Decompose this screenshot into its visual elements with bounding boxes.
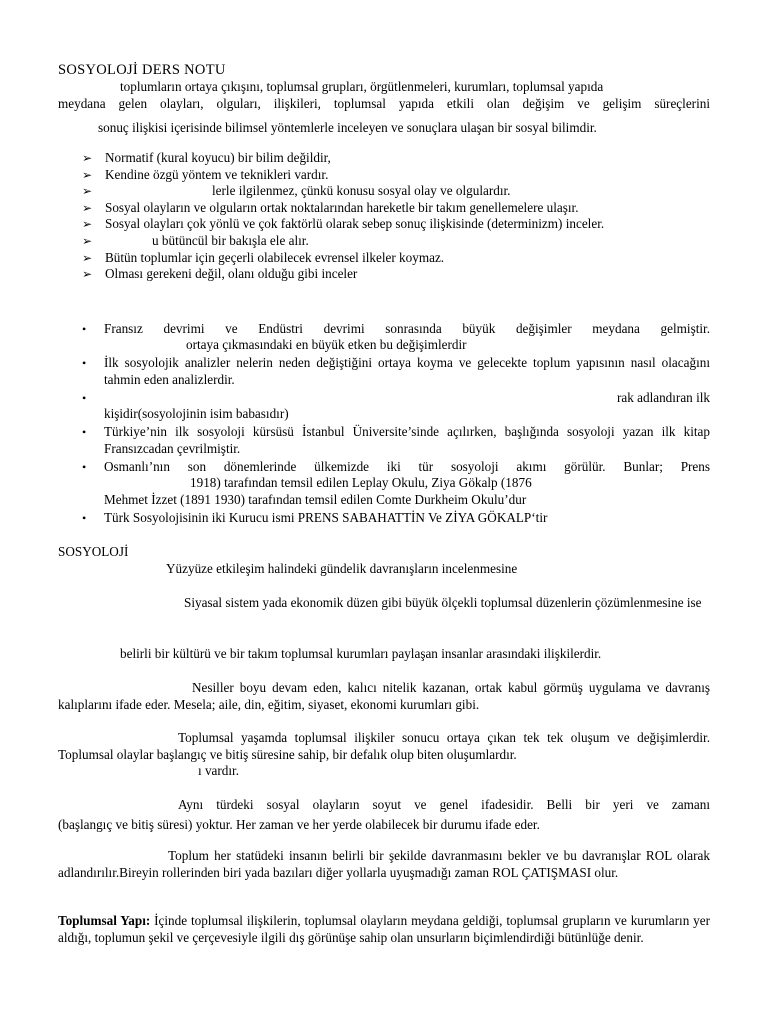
arrow-item: ➢ Olması gerekeni değil, olanı olduğu gibi inceler	[82, 266, 358, 282]
list-item-continuation: Mehmet İzzet (1891 1930) tarafından temsil edilen Comte Durkheim Okulu’dur	[104, 492, 527, 507]
list-item-continuation: kişidir(sosyolojinin isim babasıdır)	[104, 406, 289, 421]
arrow-bullet-icon: ➢	[82, 151, 93, 165]
list-item: • Türkiye’nin ilk sosyoloji kürsüsü İstanbul Üniversite’sinde açılırken, başlığında sosyoloji yazan ilk kitap Fransızcadan çevrilmiştir.	[82, 424, 710, 456]
institution-definition: Nesiller boyu devam eden, kalıcı nitelik kazanan, ortak kabul görmüş uygulama ve davranış kalıplarını ifade eder. Mesela; aile, din, eğitim, siyaset, ekonomi kurumları gibi.	[58, 680, 710, 712]
arrow-item: ➢ Bütün toplumlar için geçerli olabilecek evrensel ilkeler koymaz.	[82, 249, 445, 265]
arrow-item: ➢ Kendine özgü yöntem ve teknikleri vardır.	[82, 166, 329, 182]
intro-line-1: toplumların ortaya çıkışını, toplumsal grupları, örgütlenmeleri, kurumları, toplumsal yapıda	[120, 79, 604, 94]
list-item: • Fransız devrimi ve Endüstri devrimi sonrasında büyük değişimler meydana gelmiştir.	[82, 321, 710, 336]
intro-line-3: sonuç ilişkisi içerisinde bilimsel yöntemlerle inceleyen ve sonuçlara ulaşan bir sosyal bilimdir.	[98, 120, 597, 135]
social-structure-definition	[58, 913, 710, 946]
arrow-item: ➢ Sosyal olayların ve olguların ortak noktalarından hareketle bir takım genellemelere ulaşır.	[82, 199, 579, 215]
arrow-item: ➢ u bütüncül bir bakışla ele alır.	[82, 232, 309, 248]
society-definition: belirli bir kültürü ve bir takım toplumsal kurumları paylaşan insanlar arasındaki ilişkilerdir.	[120, 646, 602, 661]
intro-line-2: meydana gelen olayları, olguları, ilişkileri, toplumsal yapıda etkili olan değişim ve gelişim süreçlerini	[58, 96, 710, 111]
list-item-continuation: ortaya çıkmasındaki en büyük etken bu değişimlerdir	[186, 337, 467, 352]
page-title: SOSYOLOJİ DERS NOTU	[58, 62, 226, 78]
arrow-item: ➢ Sosyal olayları çok yönlü ve çok faktörlü olarak sebep sonuç ilişkisinde (determinizm) inceler.	[82, 216, 605, 232]
list-item-continuation: 1918) tarafından temsil edilen Leplay Okulu, Ziya Gökalp (1876	[190, 475, 532, 490]
bullet-icon: •	[82, 391, 87, 405]
list-item: • rak adlandıran ilk	[82, 390, 710, 405]
arrow-bullet-icon: ➢	[82, 200, 93, 215]
list-item: • Osmanlı’nın son dönemlerinde ülkemizde iki tür sosyoloji akımı görülür. Bunlar; Prens	[82, 459, 710, 474]
arrow-item: ➢ Normatif (kural koyucu) bir bilim değildir,	[82, 150, 331, 165]
bullet-icon: •	[82, 322, 87, 336]
arrow-bullet-icon: ➢	[82, 233, 93, 248]
arrow-bullet-icon: ➢	[82, 267, 93, 282]
fact-definition-line-2: (başlangıç ve bitiş süresi) yoktur. Her zaman ve her yerde olabilecek bir durumu ifade eder.	[58, 817, 540, 832]
micro-sociology-text: Yüzyüze etkileşim halindeki gündelik davranışların incelenmesine	[166, 561, 518, 576]
macro-sociology-text: Siyasal sistem yada ekonomik düzen gibi büyük ölçekli toplumsal düzenlerin çözümlenmesine ise	[184, 595, 702, 610]
arrow-item: ➢ lerle ilgilenmez, çünkü konusu sosyal olay ve olgulardır.	[82, 183, 511, 199]
arrow-bullet-icon: ➢	[82, 250, 93, 265]
arrow-bullet-icon: ➢	[82, 184, 93, 199]
list-item: • Türk Sosyolojisinin iki Kurucu ismi PRENS SABAHATTİN Ve ZİYA GÖKALP‘tir	[82, 510, 548, 525]
fact-definition: Aynı türdeki sosyal olayların soyut ve genel ifadesidir. Belli bir yeri ve zamanı	[178, 797, 710, 812]
role-definition: Toplum her statüdeki insanın belirli bir şekilde davranmasını bekler ve bu davranışlar ROL olarak adlandırılır.Bireyin rollerinden biri yada bazıları diğer yollarla uyuşmadığı zaman ROL ÇATIŞMASI olur.	[58, 848, 710, 880]
bullet-icon: •	[82, 356, 87, 370]
event-definition: Toplumsal yaşamda toplumsal ilişkiler sonucu ortaya çıkan tek tek oluşum ve değişimlerdir. Toplumsal olaylar başlangıç ve bitiş süresine sahip, bir defalık olup biten oluşumlardır.	[58, 730, 710, 762]
bullet-icon: •	[82, 425, 87, 439]
arrow-list	[82, 150, 722, 283]
bullet-icon: •	[82, 460, 87, 474]
bullet-icon: •	[82, 511, 87, 525]
arrow-bullet-icon: ➢	[82, 167, 93, 182]
social-structure-label: Toplumsal Yapı:	[58, 913, 151, 928]
event-definition-tail: ı vardır.	[198, 763, 240, 778]
section-heading: SOSYOLOJİ	[58, 544, 129, 559]
social-structure-text: İçinde toplumsal ilişkilerin, toplumsal olayların meydana geldiği, toplumsal grupların ve kurumların yer aldığı, toplumun şekil ve çerçevesiyle ilgili dış görünüşe sahip olan unsurların biçimlendirdiği bütünlüğe denir.	[58, 913, 710, 945]
list-item: • İlk sosyolojik analizler nelerin neden değiştiğini ortaya koyma ve gelecekte toplum yapısının nasıl olacağını tahmin eden analizlerdir.	[82, 355, 710, 387]
arrow-bullet-icon: ➢	[82, 217, 93, 232]
